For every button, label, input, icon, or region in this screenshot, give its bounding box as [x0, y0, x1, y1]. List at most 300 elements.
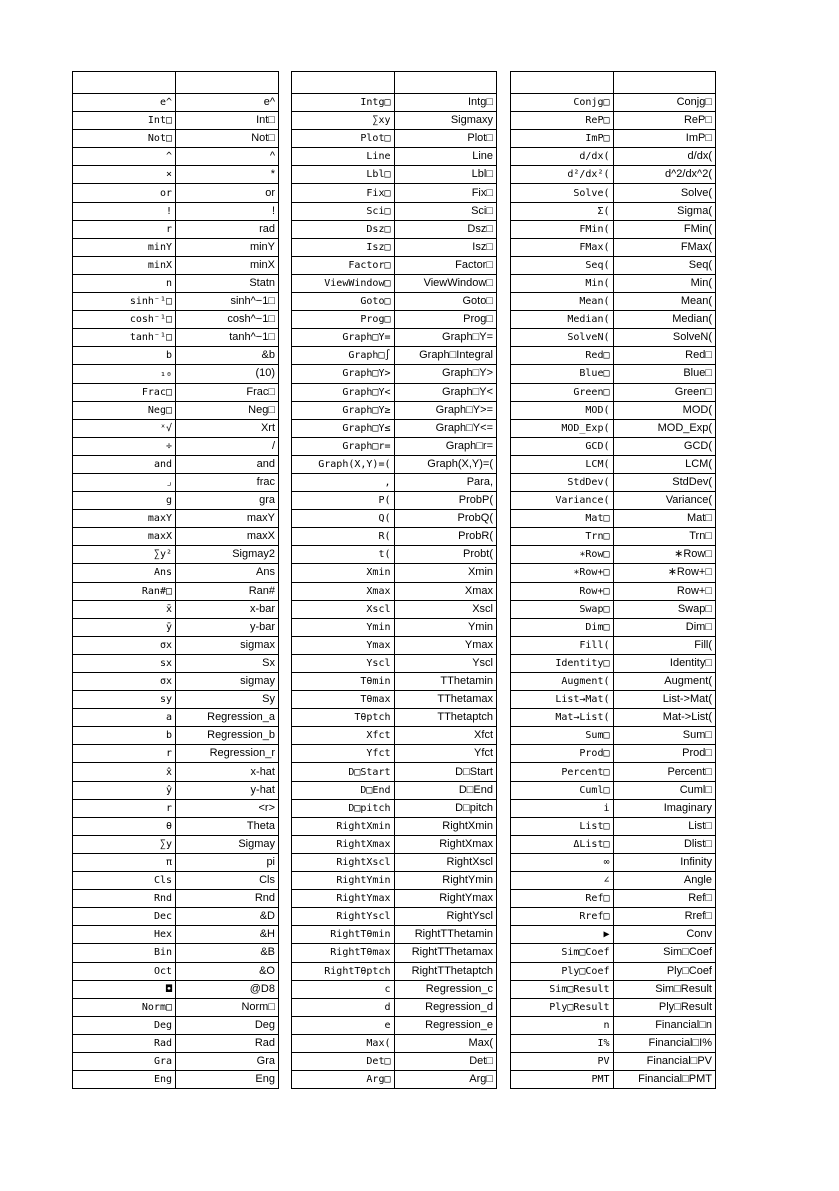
table-row — [292, 944, 497, 962]
table-row — [511, 546, 716, 564]
table-row — [511, 908, 716, 926]
token-symbol-cell: Swap□ — [511, 600, 614, 618]
token-symbol-cell: ȳ — [73, 618, 176, 636]
token-symbol-cell: ÷ — [73, 437, 176, 455]
table-row — [511, 112, 716, 130]
table-row — [73, 636, 279, 654]
token-text-cell: Ply□Coef — [613, 962, 716, 980]
token-symbol-cell: Mat□ — [511, 510, 614, 528]
token-symbol-cell: ! — [73, 202, 176, 220]
table-row — [292, 546, 497, 564]
token-text-cell: ProbR( — [394, 528, 497, 546]
table-row — [511, 636, 716, 654]
token-symbol-cell: Lbl□ — [292, 166, 395, 184]
token-text-cell: Gra — [176, 1052, 279, 1070]
token-symbol-cell: Graph(X,Y)=( — [292, 455, 395, 473]
token-text-cell: RightXmax — [394, 835, 497, 853]
token-symbol-cell: Mat→List( — [511, 709, 614, 727]
table-row — [73, 365, 279, 383]
token-text-cell: Sx — [176, 654, 279, 672]
token-text-cell: or — [176, 184, 279, 202]
token-text-cell: Neg□ — [176, 401, 279, 419]
table-row — [511, 582, 716, 600]
table-row — [292, 419, 497, 437]
token-symbol-cell: Solve( — [511, 184, 614, 202]
token-text-cell: y-bar — [176, 618, 279, 636]
table-row — [292, 94, 497, 112]
token-symbol-cell: Sum□ — [511, 727, 614, 745]
table-row — [73, 564, 279, 582]
token-symbol-cell: ∞ — [511, 853, 614, 871]
table-row — [73, 980, 279, 998]
token-symbol-cell: Yscl — [292, 654, 395, 672]
token-text-cell: Xrt — [176, 419, 279, 437]
table-row — [73, 709, 279, 727]
token-symbol-cell: Cuml□ — [511, 781, 614, 799]
token-text-cell: Fix□ — [394, 184, 497, 202]
token-text-cell: RightYmin — [394, 872, 497, 890]
token-text-cell: D□End — [394, 781, 497, 799]
table-row — [73, 148, 279, 166]
token-text-cell: Not□ — [176, 130, 279, 148]
token-text-cell: Min( — [613, 274, 716, 292]
table-row — [511, 473, 716, 491]
table-row — [292, 926, 497, 944]
token-text-cell: * — [176, 166, 279, 184]
token-symbol-cell: List→Mat( — [511, 691, 614, 709]
table-row — [511, 763, 716, 781]
token-text-cell: Mat->List( — [613, 709, 716, 727]
table-row — [511, 998, 716, 1016]
token-text-cell: Isz□ — [394, 238, 497, 256]
table-row — [511, 1034, 716, 1052]
table-row — [292, 401, 497, 419]
table-row — [73, 437, 279, 455]
token-text-cell: Conjg□ — [613, 94, 716, 112]
table-row — [511, 166, 716, 184]
table-row — [73, 673, 279, 691]
table-row — [511, 401, 716, 419]
token-text-cell: Yfct — [394, 745, 497, 763]
token-text-cell: Sy — [176, 691, 279, 709]
token-symbol-cell: ∑y² — [73, 546, 176, 564]
token-symbol-cell: e^ — [73, 94, 176, 112]
token-table-2 — [291, 71, 497, 1089]
token-symbol-cell: Factor□ — [292, 256, 395, 274]
token-symbol-cell: d²/dx²( — [511, 166, 614, 184]
token-symbol-cell: ViewWindow□ — [292, 274, 395, 292]
table-row — [292, 654, 497, 672]
token-text-cell: D□Start — [394, 763, 497, 781]
token-text-cell: Theta — [176, 817, 279, 835]
header-symbol-cell — [73, 72, 176, 94]
token-text-cell: Cuml□ — [613, 781, 716, 799]
table-row — [292, 636, 497, 654]
token-symbol-cell: and — [73, 455, 176, 473]
token-text-cell: Prod□ — [613, 745, 716, 763]
token-text-cell: gra — [176, 492, 279, 510]
table-row — [73, 383, 279, 401]
token-text-cell: y-hat — [176, 781, 279, 799]
token-symbol-cell: Dec — [73, 908, 176, 926]
token-symbol-cell: Ply□Result — [511, 998, 614, 1016]
token-symbol-cell: Graph□Y≥ — [292, 401, 395, 419]
table-row — [511, 148, 716, 166]
token-text-cell: ReP□ — [613, 112, 716, 130]
token-symbol-cell: D□pitch — [292, 799, 395, 817]
token-symbol-cell: Goto□ — [292, 293, 395, 311]
table-row — [292, 1034, 497, 1052]
token-text-cell: ∗Row+□ — [613, 564, 716, 582]
token-text-cell: ^ — [176, 148, 279, 166]
table-row — [73, 473, 279, 491]
token-symbol-cell: Row+□ — [511, 582, 614, 600]
table-row — [511, 890, 716, 908]
table-header-row — [73, 72, 279, 94]
token-text-cell: Trn□ — [613, 528, 716, 546]
token-symbol-cell: ∗Row□ — [511, 546, 614, 564]
table-row — [511, 311, 716, 329]
table-row — [292, 311, 497, 329]
token-symbol-cell: RightYmin — [292, 872, 395, 890]
table-row — [73, 799, 279, 817]
token-symbol-cell: Min( — [511, 274, 614, 292]
token-text-cell: &b — [176, 347, 279, 365]
token-text-cell: Deg — [176, 1016, 279, 1034]
token-text-cell: FMax( — [613, 238, 716, 256]
token-text-cell: <r> — [176, 799, 279, 817]
token-symbol-cell: ImP□ — [511, 130, 614, 148]
token-text-cell: RightYscl — [394, 908, 497, 926]
table-row — [511, 238, 716, 256]
token-symbol-cell: FMin( — [511, 220, 614, 238]
table-row — [292, 763, 497, 781]
table-row — [292, 1071, 497, 1089]
token-text-cell: Ymax — [394, 636, 497, 654]
token-text-cell: List□ — [613, 817, 716, 835]
table-row — [511, 962, 716, 980]
table-row — [292, 528, 497, 546]
token-text-cell: Ref□ — [613, 890, 716, 908]
table-row — [511, 781, 716, 799]
token-symbol-cell: cosh⁻¹□ — [73, 311, 176, 329]
token-symbol-cell: Prog□ — [292, 311, 395, 329]
token-symbol-cell: Ref□ — [511, 890, 614, 908]
token-symbol-cell: Augment( — [511, 673, 614, 691]
token-text-cell: Conv — [613, 926, 716, 944]
token-text-cell: Graph□Y> — [394, 365, 497, 383]
token-symbol-cell: Ply□Coef — [511, 962, 614, 980]
token-text-cell: frac — [176, 473, 279, 491]
table-row — [292, 962, 497, 980]
token-text-cell: Sigmay — [176, 835, 279, 853]
token-symbol-cell: Dim□ — [511, 618, 614, 636]
token-symbol-cell: , — [292, 473, 395, 491]
token-text-cell: maxY — [176, 510, 279, 528]
table-row — [292, 998, 497, 1016]
table-row — [73, 944, 279, 962]
token-symbol-cell: Arg□ — [292, 1071, 395, 1089]
token-text-cell: ! — [176, 202, 279, 220]
token-symbol-cell: Trn□ — [511, 528, 614, 546]
token-text-cell: Augment( — [613, 673, 716, 691]
table-row — [511, 673, 716, 691]
token-text-cell: RightTThetaptch — [394, 962, 497, 980]
header-text-cell — [613, 72, 716, 94]
token-symbol-cell: maxX — [73, 528, 176, 546]
token-symbol-cell: Ans — [73, 564, 176, 582]
token-text-cell: Max( — [394, 1034, 497, 1052]
table-row — [292, 383, 497, 401]
token-text-cell: &H — [176, 926, 279, 944]
token-text-cell: Xscl — [394, 600, 497, 618]
token-symbol-cell: or — [73, 184, 176, 202]
table-row — [73, 908, 279, 926]
token-text-cell: Mat□ — [613, 510, 716, 528]
token-symbol-cell: ŷ — [73, 781, 176, 799]
token-text-cell: Probt( — [394, 546, 497, 564]
table-row — [292, 618, 497, 636]
token-symbol-cell: Sim□Result — [511, 980, 614, 998]
token-symbol-cell: RightYmax — [292, 890, 395, 908]
token-text-cell: Solve( — [613, 184, 716, 202]
table-row — [73, 654, 279, 672]
token-symbol-cell: ∑y — [73, 835, 176, 853]
token-symbol-cell: Tθmax — [292, 691, 395, 709]
token-text-cell: Graph□r= — [394, 437, 497, 455]
token-symbol-cell: ΔList□ — [511, 835, 614, 853]
token-text-cell: x-hat — [176, 763, 279, 781]
token-symbol-cell: ∑xy — [292, 112, 395, 130]
token-text-cell: Dsz□ — [394, 220, 497, 238]
token-symbol-cell: Variance( — [511, 492, 614, 510]
table-row — [73, 401, 279, 419]
token-symbol-cell: Graph□Y≤ — [292, 419, 395, 437]
table-row — [292, 274, 497, 292]
token-symbol-cell: SolveN( — [511, 329, 614, 347]
token-symbol-cell: Percent□ — [511, 763, 614, 781]
token-symbol-cell: Cls — [73, 872, 176, 890]
table-row — [73, 510, 279, 528]
token-text-cell: Dlist□ — [613, 835, 716, 853]
table-row — [511, 293, 716, 311]
token-table-3 — [510, 71, 716, 1089]
token-text-cell: Rnd — [176, 890, 279, 908]
token-symbol-cell: Det□ — [292, 1052, 395, 1070]
table-row — [292, 130, 497, 148]
token-symbol-cell: Prod□ — [511, 745, 614, 763]
token-text-cell: Seq( — [613, 256, 716, 274]
token-text-cell: Graph□Y= — [394, 329, 497, 347]
token-symbol-cell: Ymax — [292, 636, 395, 654]
token-symbol-cell: Line — [292, 148, 395, 166]
table-row — [73, 835, 279, 853]
token-text-cell: Xfct — [394, 727, 497, 745]
table-row — [511, 926, 716, 944]
table-row — [73, 763, 279, 781]
token-symbol-cell: Oct — [73, 962, 176, 980]
token-text-cell: ProbP( — [394, 492, 497, 510]
token-text-cell: Row+□ — [613, 582, 716, 600]
token-symbol-cell: Xscl — [292, 600, 395, 618]
table-row — [292, 817, 497, 835]
table-row — [73, 582, 279, 600]
token-symbol-cell: StdDev( — [511, 473, 614, 491]
token-symbol-cell: Ran#□ — [73, 582, 176, 600]
table-header-row — [511, 72, 716, 94]
table-row — [292, 329, 497, 347]
token-symbol-cell: b — [73, 347, 176, 365]
table-row — [511, 184, 716, 202]
table-row — [292, 872, 497, 890]
table-row — [73, 890, 279, 908]
table-row — [73, 872, 279, 890]
token-symbol-cell: i — [511, 799, 614, 817]
token-symbol-cell: ⌟ — [73, 473, 176, 491]
token-text-cell: Ran# — [176, 582, 279, 600]
token-text-cell: pi — [176, 853, 279, 871]
table-row — [292, 455, 497, 473]
table-row — [292, 492, 497, 510]
table-row — [73, 94, 279, 112]
token-text-cell: / — [176, 437, 279, 455]
token-symbol-cell: Neg□ — [73, 401, 176, 419]
table-row — [73, 238, 279, 256]
table-row — [292, 437, 497, 455]
token-text-cell: GCD( — [613, 437, 716, 455]
table-row — [511, 455, 716, 473]
token-symbol-cell: MOD( — [511, 401, 614, 419]
token-text-cell: Rad — [176, 1034, 279, 1052]
table-row — [73, 1034, 279, 1052]
token-symbol-cell: Ymin — [292, 618, 395, 636]
table-row — [511, 745, 716, 763]
token-text-cell: Regression_b — [176, 727, 279, 745]
token-symbol-cell: Intg□ — [292, 94, 395, 112]
token-text-cell: Blue□ — [613, 365, 716, 383]
token-text-cell: RightYmax — [394, 890, 497, 908]
token-symbol-cell: RightYscl — [292, 908, 395, 926]
table-row — [73, 329, 279, 347]
token-symbol-cell: Fill( — [511, 636, 614, 654]
token-symbol-cell: Graph□Y< — [292, 383, 395, 401]
token-text-cell: Factor□ — [394, 256, 497, 274]
table-row — [292, 473, 497, 491]
token-text-cell: Ans — [176, 564, 279, 582]
token-text-cell: Sigmaxy — [394, 112, 497, 130]
token-text-cell: MOD( — [613, 401, 716, 419]
token-symbol-cell: Graph□Y= — [292, 329, 395, 347]
header-text-cell — [176, 72, 279, 94]
token-text-cell: Regression_c — [394, 980, 497, 998]
table-row — [73, 817, 279, 835]
header-text-cell — [394, 72, 497, 94]
token-text-cell: Graph□Y< — [394, 383, 497, 401]
token-text-cell: Swap□ — [613, 600, 716, 618]
table-row — [511, 727, 716, 745]
token-symbol-cell: n — [73, 274, 176, 292]
token-text-cell: minX — [176, 256, 279, 274]
table-row — [73, 1071, 279, 1089]
table-row — [292, 510, 497, 528]
table-row — [511, 799, 716, 817]
token-text-cell: RightTThetamax — [394, 944, 497, 962]
table-row — [73, 274, 279, 292]
token-text-cell: Plot□ — [394, 130, 497, 148]
token-symbol-cell: × — [73, 166, 176, 184]
token-text-cell: Sigmay2 — [176, 546, 279, 564]
token-symbol-cell: RightXmin — [292, 817, 395, 835]
token-symbol-cell: ₁₀ — [73, 365, 176, 383]
table-row — [292, 781, 497, 799]
table-row — [292, 1016, 497, 1034]
token-symbol-cell: r — [73, 745, 176, 763]
token-symbol-cell: Q( — [292, 510, 395, 528]
token-text-cell: e^ — [176, 94, 279, 112]
token-text-cell: @D8 — [176, 980, 279, 998]
table-row — [73, 220, 279, 238]
token-text-cell: Det□ — [394, 1052, 497, 1070]
table-row — [511, 419, 716, 437]
token-symbol-cell: d — [292, 998, 395, 1016]
header-symbol-cell — [511, 72, 614, 94]
token-text-cell: Line — [394, 148, 497, 166]
table-row — [292, 691, 497, 709]
token-text-cell: Arg□ — [394, 1071, 497, 1089]
token-text-cell: ViewWindow□ — [394, 274, 497, 292]
token-symbol-cell: Median( — [511, 311, 614, 329]
token-text-cell: &B — [176, 944, 279, 962]
table-row — [73, 600, 279, 618]
token-text-cell: Xmin — [394, 564, 497, 582]
token-text-cell: Financial□PV — [613, 1052, 716, 1070]
table-row — [292, 673, 497, 691]
table-row — [292, 184, 497, 202]
token-symbol-cell: Graph□∫ — [292, 347, 395, 365]
token-symbol-cell: Gra — [73, 1052, 176, 1070]
table-row — [292, 112, 497, 130]
token-text-cell: Prog□ — [394, 311, 497, 329]
token-text-cell: RightTThetamin — [394, 926, 497, 944]
token-text-cell: Rref□ — [613, 908, 716, 926]
table-row — [73, 492, 279, 510]
table-row — [73, 1052, 279, 1070]
token-text-cell: MOD_Exp( — [613, 419, 716, 437]
token-symbol-cell: D□End — [292, 781, 395, 799]
token-symbol-cell: ReP□ — [511, 112, 614, 130]
table-row — [73, 166, 279, 184]
token-symbol-cell: LCM( — [511, 455, 614, 473]
table-row — [73, 745, 279, 763]
token-symbol-cell: r — [73, 220, 176, 238]
token-text-cell: Ymin — [394, 618, 497, 636]
token-symbol-cell: Rad — [73, 1034, 176, 1052]
table-row — [73, 853, 279, 871]
token-text-cell: Percent□ — [613, 763, 716, 781]
table-row — [292, 745, 497, 763]
table-row — [511, 528, 716, 546]
table-row — [73, 546, 279, 564]
token-symbol-cell: σx — [73, 636, 176, 654]
token-symbol-cell: Sim□Coef — [511, 944, 614, 962]
token-symbol-cell: ∠ — [511, 872, 614, 890]
token-symbol-cell: sx — [73, 654, 176, 672]
table-row — [73, 926, 279, 944]
token-symbol-cell: Seq( — [511, 256, 614, 274]
token-text-cell: Statn — [176, 274, 279, 292]
token-symbol-cell: Sci□ — [292, 202, 395, 220]
token-symbol-cell: RightXscl — [292, 853, 395, 871]
